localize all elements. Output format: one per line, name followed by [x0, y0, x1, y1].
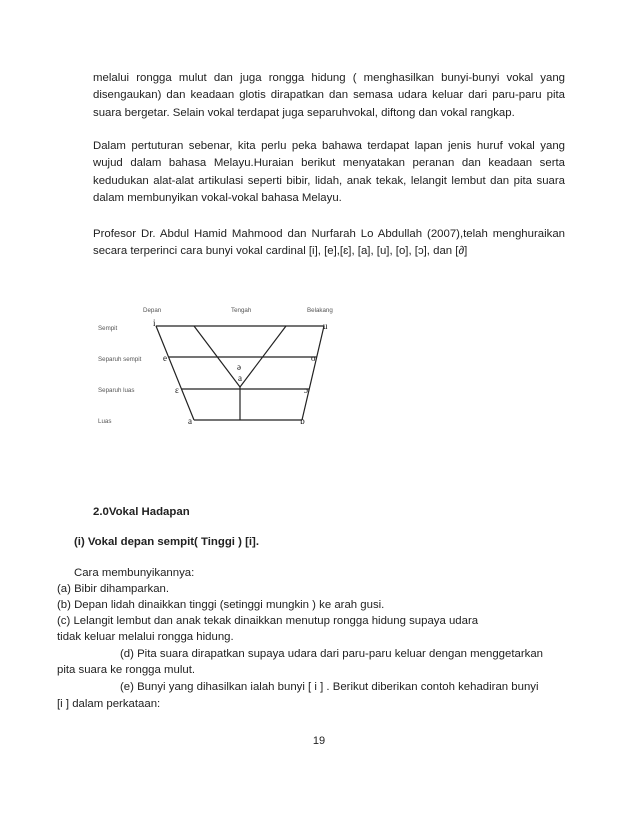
vowel-open-o: ɔ: [304, 385, 308, 395]
step-e: (e) Bunyi yang dihasilkan ialah bunyi [ i ] . Berikut diberikan contoh kehadiran bunyi: [120, 681, 539, 693]
vowel-i: i: [153, 318, 156, 328]
step-d: (d) Pita suara dirapatkan supaya udara dari paru-paru keluar dengan menggetarkan: [120, 648, 543, 660]
step-c-continued: tidak keluar melalui rongga hidung.: [57, 631, 234, 643]
vowel-o: o: [311, 353, 316, 363]
vowel-u: u: [323, 321, 328, 331]
step-a: (a) Bibir dihamparkan.: [57, 583, 170, 595]
vowel-e: e: [163, 353, 167, 363]
vowel-trapezoid: [93, 300, 353, 440]
section-heading: 2.0Vokal Hadapan: [93, 506, 190, 518]
vowel-chart-diagram: [93, 300, 353, 440]
step-b: (b) Depan lidah dinaikkan tinggi (setinggi mungkin ) ke arah gusi.: [57, 599, 385, 611]
row-label-sempit: Sempit: [98, 325, 118, 332]
vowel-center-a: a: [238, 373, 242, 383]
step-d-continued: pita suara ke rongga mulut.: [57, 664, 196, 676]
step-c: (c) Lelangit lembut dan anak tekak dinaikkan menutup rongga hidung supaya udara: [57, 615, 479, 627]
vowel-a-front: a: [188, 416, 192, 426]
method-intro: Cara membunyikannya:: [74, 567, 195, 579]
step-e-continued: [i ] dalam perkataan:: [57, 698, 161, 710]
col-label-back: Belakang: [307, 307, 333, 314]
vowel-schwa: ə: [237, 362, 241, 372]
subsection-heading: (i) Vokal depan sempit( Tinggi ) [i].: [74, 536, 259, 548]
row-label-luas: Luas: [98, 418, 112, 425]
col-label-center: Tengah: [231, 307, 252, 314]
page-number: 19: [312, 735, 326, 747]
row-label-separuh-luas: Separuh luas: [98, 387, 135, 394]
vowel-a-back: ɒ: [300, 416, 305, 426]
paragraph-3: Profesor Dr. Abdul Hamid Mahmood dan Nurfarah Lo Abdullah (2007),telah menghuraikan secara terperinci cara bunyi vokal cardinal [i], [e],[ɛ], [a], [u], [o], [ɔ], dan [∂]: [93, 228, 565, 258]
vowel-open-e: ɛ: [175, 385, 179, 395]
paragraph-2: Dalam pertuturan sebenar, kita perlu peka bahawa terdapat lapan jenis huruf vokal yang wujud dalam bahasa Melayu.Huraian berikut menyatakan peranan dan keadaan serta kedudukan alat-alat artikulasi seperti bibir, lidah, anak tekak, lelangit lembut dan pita suara dalam membunyikan vokal-vokal bahasa Melayu.: [93, 140, 565, 205]
col-label-front: Depan: [143, 307, 162, 314]
row-label-separuh-sempit: Separuh sempit: [98, 356, 142, 363]
paragraph-1: melalui rongga mulut dan juga rongga hidung ( menghasilkan bunyi-bunyi vokal yang disengaukan) dan keadaan glotis dirapatkan dan semasa udara keluar dari paru-paru pita suara bergetar. Selain vokal terdapat juga separuhvokal, diftong dan vokal rangkap.: [93, 72, 565, 119]
